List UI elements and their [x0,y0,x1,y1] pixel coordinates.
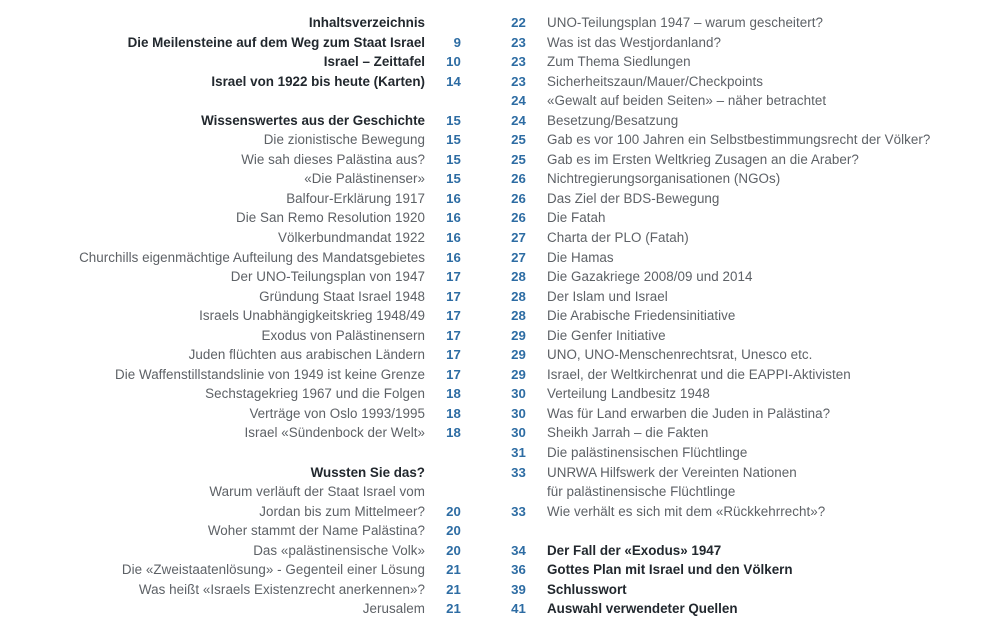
toc-entry[interactable] [0,560,461,580]
toc-page-number: 41 [511,601,526,617]
toc-page-number: 20 [446,542,461,558]
toc-entry[interactable] [495,287,1000,307]
toc-entry-title: Gründung Staat Israel 1948 [259,288,425,304]
toc-page-number: 23 [511,73,526,89]
toc-entry[interactable] [495,326,1000,346]
toc-entry-title: Israel – Zeittafel [323,54,425,70]
toc-entry[interactable] [495,130,1000,150]
toc-entry-title: Die «Zweistaatenlösung» - Gegenteil einer Lösung [121,562,425,578]
toc-entry[interactable] [0,306,461,326]
toc-page-number: 9 [453,34,461,50]
toc-page-number: 24 [511,112,526,128]
toc-entry-title: Exodus von Palästinensern [261,327,425,343]
toc-entry[interactable] [0,482,461,502]
toc-section-heading[interactable] [495,541,1000,561]
toc-entry[interactable] [0,130,461,150]
toc-entry[interactable] [0,267,461,287]
toc-entry-title: Wussten Sie das? [310,464,425,480]
toc-page-number: 27 [511,230,526,246]
toc-section-heading[interactable] [0,111,461,131]
toc-page-number: 26 [511,190,526,206]
toc-entry-title: Der UNO-Teilungsplan von 1947 [230,269,425,285]
toc-entry[interactable] [495,404,1000,424]
toc-section-heading[interactable] [0,33,461,53]
toc-page-number: 16 [446,249,461,265]
toc-page-number: 18 [446,386,461,402]
toc-page-number: 33 [511,464,526,480]
toc-entry-title: Israel, der Weltkirchenrat und die EAPPI-Aktivisten [547,366,851,382]
toc-entry-title: Gab es im Ersten Weltkrieg Zusagen an die Araber? [547,151,859,167]
toc-entry-title: Die Gazakriege 2008/09 und 2014 [547,269,753,285]
toc-entry-title: Das «palästinensische Volk» [253,542,425,558]
toc-page-number: 14 [446,73,461,89]
toc-page-number: 36 [511,562,526,578]
toc-entry-title: Juden flüchten aus arabischen Ländern [188,347,425,363]
toc-entry[interactable] [495,150,1000,170]
toc-entry-title: Gab es vor 100 Jahren ein Selbstbestimmungsrecht der Völker? [547,132,931,148]
toc-entry[interactable] [0,189,461,209]
toc-page-number: 25 [511,132,526,148]
toc-page-number: 29 [511,366,526,382]
toc-entry-title: Sechstagekrieg 1967 und die Folgen [205,386,425,402]
toc-page-number: 21 [446,601,461,617]
toc-page-number: 17 [446,366,461,382]
toc-page-number: 16 [446,230,461,246]
toc-page-number: 15 [446,132,461,148]
toc-page-number: 29 [511,347,526,363]
toc-section-heading[interactable] [495,599,1000,619]
toc-entry-title: Nichtregierungsorganisationen (NGOs) [547,171,781,187]
toc-page-number: 29 [511,327,526,343]
toc-page-number: 21 [446,562,461,578]
toc-left-column [0,13,470,617]
toc-entry-title: Auswahl verwendeter Quellen [547,601,738,617]
toc-entry[interactable] [0,423,461,443]
toc-entry-title: «Die Palästinenser» [304,171,425,187]
toc-page-number: 23 [511,54,526,70]
toc-entry[interactable] [495,482,1000,502]
toc-entry-title: «Gewalt auf beiden Seiten» – näher betrachtet [547,93,827,109]
toc-entry[interactable] [0,365,461,385]
toc-page-number: 24 [511,93,526,109]
toc-entry-title: Der Fall der «Exodus» 1947 [547,542,722,558]
toc-page-number: 25 [511,151,526,167]
toc-page-number: 34 [511,542,526,558]
toc-page-number: 22 [511,15,526,30]
toc-entry[interactable] [0,541,461,561]
toc-page-number: 15 [446,151,461,167]
toc-entry-title: Balfour-Erklärung 1917 [286,190,425,206]
toc-entry[interactable] [0,580,461,600]
toc-entry-title: Inhaltsverzeichnis [308,15,425,30]
toc-entry-title: UNO, UNO-Menschenrechtsrat, Unesco etc. [547,347,813,363]
toc-page-number: 17 [446,288,461,304]
toc-entry[interactable] [495,306,1000,326]
toc-page-number: 16 [446,190,461,206]
toc-entry[interactable] [0,345,461,365]
toc-entry[interactable] [0,228,461,248]
toc-entry-title: Was ist das Westjordanland? [547,34,722,50]
toc-page-number: 30 [511,405,526,421]
toc-entry[interactable] [0,287,461,307]
toc-entry[interactable] [495,169,1000,189]
toc-entry-title: Was für Land erwarben die Juden in Palästina? [547,405,831,421]
toc-entry[interactable] [495,228,1000,248]
toc-page-number: 28 [511,308,526,324]
toc-entry-title: Die Hamas [547,249,614,265]
toc-entry[interactable] [0,404,461,424]
toc-entry-title: Wissenswertes aus der Geschichte [201,112,425,128]
toc-section-heading[interactable] [495,560,1000,580]
toc-entry-title: Die zionistische Bewegung [263,132,425,148]
toc-entry-title: Sheikh Jarrah – die Fakten [547,425,709,441]
toc-entry[interactable] [495,365,1000,385]
toc-entry[interactable] [495,189,1000,209]
toc-page-number: 27 [511,249,526,265]
toc-entry-title: Besetzung/Besatzung [547,112,679,128]
toc-entry-title: Die palästinensischen Flüchtlinge [547,445,748,461]
toc-entry[interactable] [495,52,1000,72]
toc-entry-title: Churchills eigenmächtige Aufteilung des Mandatsgebietes [79,249,425,265]
toc-page-number: 28 [511,269,526,285]
toc-entry-title: Das Ziel der BDS-Bewegung [547,190,720,206]
toc-entry-title: Gottes Plan mit Israel und den Völkern [547,562,793,578]
toc-page-number: 18 [446,425,461,441]
toc-section-heading[interactable] [495,580,1000,600]
toc-page-number: 10 [446,54,461,70]
toc-entry-title: UNRWA Hilfswerk der Vereinten Nationen [547,464,797,480]
toc-page-number: 20 [446,503,461,519]
toc-page-number: 30 [511,425,526,441]
toc-entry[interactable] [495,443,1000,463]
toc-entry[interactable] [495,384,1000,404]
toc-page-number: 33 [511,503,526,519]
toc-entry[interactable] [495,345,1000,365]
toc-page-number: 26 [511,210,526,226]
toc-section-heading[interactable] [0,13,461,33]
toc-entry-title: Die Meilensteine auf dem Weg zum Staat Israel [127,34,425,50]
toc-page-number: 15 [446,171,461,187]
toc-entry-title: Die Genfer Initiative [547,327,666,343]
toc-entry-title: Verteilung Landbesitz 1948 [547,386,710,402]
toc-page-number: 15 [446,112,461,128]
toc-entry-title: Israels Unabhängigkeitskrieg 1948/49 [199,308,425,324]
toc-section-heading[interactable] [0,463,461,483]
toc-entry[interactable] [0,599,461,619]
toc-page-number: 17 [446,308,461,324]
toc-right-column [470,13,1000,617]
toc-page-number: 17 [446,269,461,285]
toc-entry[interactable] [0,208,461,228]
toc-page-number: 26 [511,171,526,187]
toc-entry[interactable] [495,33,1000,53]
toc-entry-title: Der Islam und Israel [547,288,668,304]
toc-page-number: 18 [446,405,461,421]
toc-entry[interactable] [495,208,1000,228]
toc-page-number: 20 [446,523,461,539]
toc-entry[interactable] [0,150,461,170]
toc-entry[interactable] [495,463,1000,483]
toc-entry-title: Die Arabische Friedensinitiative [547,308,736,324]
toc-page-number: 21 [446,581,461,597]
toc-page-number: 39 [511,581,526,597]
toc-entry[interactable] [0,248,461,268]
toc-entry[interactable] [0,384,461,404]
toc-entry-title: Woher stammt der Name Palästina? [207,523,425,539]
toc-entry-title: Die Waffenstillstandslinie von 1949 ist keine Grenze [114,366,425,382]
toc-entry-title: Charta der PLO (Fatah) [547,230,689,246]
toc-entry-title: Jerusalem [362,601,425,617]
toc-entry[interactable] [495,13,1000,33]
toc-entry[interactable] [495,91,1000,111]
toc-entry[interactable] [495,111,1000,131]
toc-entry[interactable] [0,521,461,541]
toc-page-number: 31 [511,445,526,461]
toc-entry[interactable] [495,423,1000,443]
toc-entry-title: Die San Remo Resolution 1920 [236,210,425,226]
toc-page-number: 17 [446,347,461,363]
toc-entry-title: Israel von 1922 bis heute (Karten) [211,73,425,89]
toc-entry-title: Die Fatah [547,210,606,226]
toc-entry[interactable] [495,267,1000,287]
toc-entry-title: Was heißt «Israels Existenzrecht anerkennen»? [138,581,425,597]
toc-entry-title: für palästinensische Flüchtlinge [547,484,736,500]
toc-entry-title: Wie sah dieses Palästina aus? [241,151,425,167]
toc-entry[interactable] [0,169,461,189]
toc-entry-title: Wie verhält es sich mit dem «Rückkehrrecht»? [547,503,826,519]
toc-page-number: 16 [446,210,461,226]
toc-section-heading[interactable] [0,52,461,72]
toc-entry-title: Schlusswort [547,581,627,597]
toc-entry[interactable] [0,326,461,346]
toc-page-number: 23 [511,34,526,50]
toc-entry-title: Zum Thema Siedlungen [547,54,691,70]
toc-page-number: 30 [511,386,526,402]
toc-page-number: 17 [446,327,461,343]
toc-entry-title: Völkerbundmandat 1922 [278,230,425,246]
toc-entry[interactable] [495,248,1000,268]
toc-entry-title: Sicherheitszaun/Mauer/Checkpoints [547,73,764,89]
toc-entry-title: Jordan bis zum Mittelmeer? [259,503,425,519]
toc-entry-title: Warum verläuft der Staat Israel vom [209,484,425,500]
toc-section-heading[interactable] [0,72,461,92]
toc-entry[interactable] [495,502,1000,522]
toc-entry-title: Israel «Sündenbock der Welt» [244,425,425,441]
toc-entry-title: Verträge von Oslo 1993/1995 [249,405,425,421]
toc-entry-title: UNO-Teilungsplan 1947 – warum gescheitert? [547,15,824,30]
toc-entry[interactable] [0,502,461,522]
toc-page-number: 28 [511,288,526,304]
toc-entry[interactable] [495,72,1000,92]
